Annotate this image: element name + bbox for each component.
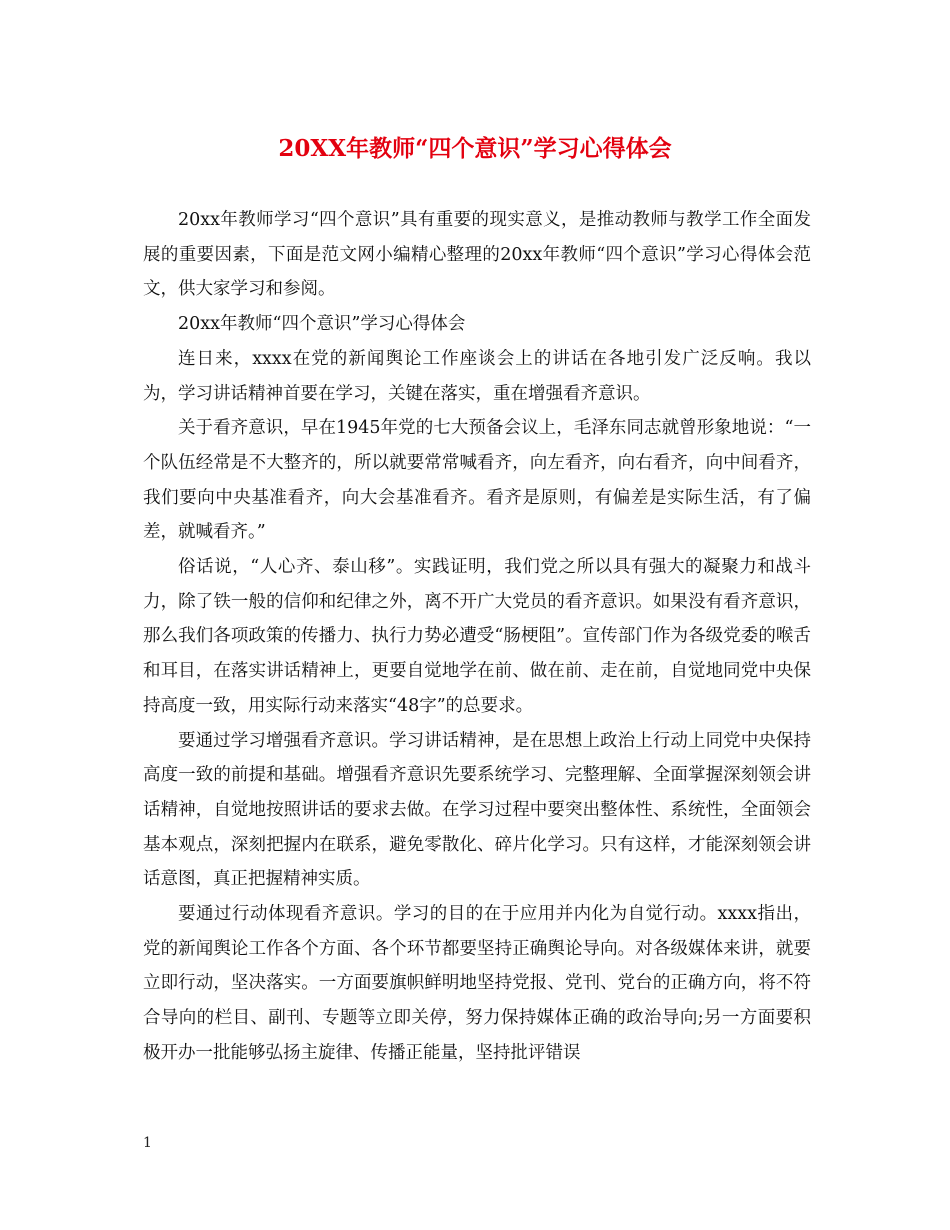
paragraph-intro: 20xx年教师学习“四个意识”具有重要的现实意义，是推动教师与教学工作全面发展的重要因素，下面是范文网小编精心整理的20xx年教师“四个意识”学习心得体会范文，供大家学习和参阅。 bbox=[143, 210, 811, 300]
paragraph-3: 关于看齐意识，早在1945年党的七大预备会议上，毛泽东同志就曾形象地说：“一个队伍经常是不大整齐的，所以就要常常喊看齐，向左看齐，向右看齐，向中间看齐，我们要向中央基准看齐，向大会基准看齐。看齐是原则，有偏差是实际生活，有了偏差，就喊看齐。” bbox=[143, 418, 811, 543]
paragraph-6: 要通过行动体现看齐意识。学习的目的在于应用并内化为自觉行动。xxxx指出，党的新闻舆论工作各个方面、各个环节都要坚持正确舆论导向。对各级媒体来讲，就要立即行动，坚决落实。一方面要旗帜鲜明地坚持党报、党刊、党台的正确方向，将不符合导向的栏目、副刊、专题等立即关停，努力保持媒体正确的政治导向;另一方面要积极开办一批能够弘扬主旋律、传播正能量，坚持批评错误 bbox=[143, 904, 811, 1063]
document-title: 20XX年教师“四个意识”学习心得体会 bbox=[278, 135, 672, 162]
page-number: 1 bbox=[143, 1135, 152, 1151]
paragraph-5: 要通过学习增强看齐意识。学习讲话精神，是在思想上政治上行动上同党中央保持高度一致的前提和基础。增强看齐意识先要系统学习、完整理解、全面掌握深刻领会讲话精神，自觉地按照讲话的要求去做。在学习过程中要突出整体性、系统性，全面领会基本观点，深刻把握内在联系，避免零散化、碎片化学习。只有这样，才能深刻领会讲话意图，真正把握精神实质。 bbox=[143, 730, 811, 890]
paragraph-4: 俗话说，“人心齐、泰山移”。实践证明，我们党之所以具有强大的凝聚力和战斗力，除了铁一般的信仰和纪律之外，离不开广大党员的看齐意识。如果没有看齐意识，那么我们各项政策的传播力、执行力势必遭受“肠梗阻”。宣传部门作为各级党委的喉舌和耳目，在落实讲话精神上，更要自觉地学在前、做在前、走在前，自觉地同党中央保持高度一致，用实际行动来落实“48字”的总要求。 bbox=[143, 557, 811, 716]
paragraph-subtitle: 20xx年教师“四个意识”学习心得体会 bbox=[178, 314, 466, 335]
paragraph-2: 连日来，xxxx在党的新闻舆论工作座谈会上的讲话在各地引发广泛反响。我以为，学习讲话精神首要在学习，关键在落实，重在增强看齐意识。 bbox=[143, 348, 811, 404]
document-body bbox=[143, 203, 811, 1071]
